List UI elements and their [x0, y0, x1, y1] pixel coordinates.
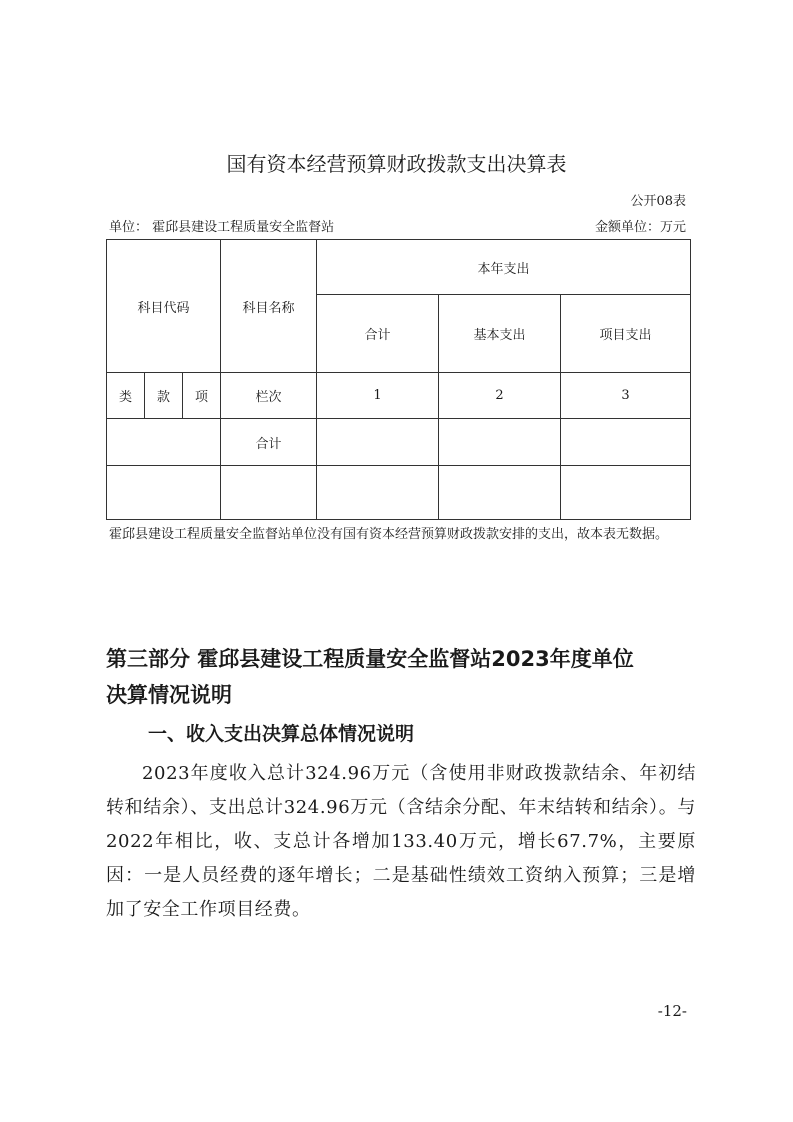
- form-code: 公开08表: [630, 194, 686, 209]
- column-index-label: 栏次: [221, 373, 317, 419]
- amount-unit-label: 金额单位：万元: [594, 220, 686, 235]
- table-note: 霍邱县建设工程质量安全监督站单位没有国有资本经营预算财政拨款安排的支出，故本表无数据。: [109, 527, 669, 542]
- table-title: 国有资本经营预算财政拨款支出决算表: [226, 152, 567, 176]
- header-total: 合计: [317, 295, 439, 373]
- section-title-line-1: 第三部分 霍邱县建设工程质量安全监督站2023年度单位: [106, 647, 634, 671]
- header-basic-expenditure: 基本支出: [439, 295, 561, 373]
- body-paragraph: 2023年度收入总计324.96万元（含使用非财政拨款结余、年初结转和结余）、支出总计324.96万元（含结余分配、年末结转和结余）。与2022年相比，收、支总计各增加133.40万元，增长67.7%，主要原因：一是人员经费的逐年增长；二是基础性绩效工资纳入预算；三是增加了安全工作项目经费。: [106, 763, 696, 920]
- column-index-3: 3: [561, 373, 691, 419]
- header-subject-code: 科目代码: [107, 240, 221, 373]
- code-class-cell: 类: [107, 373, 145, 419]
- header-project-expenditure: 项目支出: [561, 295, 691, 373]
- unit-label: 单位： 霍邱县建设工程质量安全监督站: [109, 220, 335, 235]
- empty-row-total-cell: [317, 466, 439, 520]
- code-item-cell: 项: [183, 373, 221, 419]
- code-section-cell: 款: [145, 373, 183, 419]
- page-number: -12-: [657, 1002, 687, 1020]
- column-index-1: 1: [317, 373, 439, 419]
- total-row-label: 合计: [221, 419, 317, 466]
- header-current-year-expenditure: 本年支出: [317, 240, 691, 295]
- budget-expenditure-table: [106, 239, 691, 520]
- subsection-title: 一、收入支出决算总体情况说明: [148, 723, 415, 745]
- column-index-2: 2: [439, 373, 561, 419]
- empty-row-name-cell: [221, 466, 317, 520]
- empty-row-basic-cell: [439, 466, 561, 520]
- empty-row-project-cell: [561, 466, 691, 520]
- total-row-project-cell: [561, 419, 691, 466]
- header-subject-name: 科目名称: [221, 240, 317, 373]
- total-row-basic-cell: [439, 419, 561, 466]
- total-row-total-cell: [317, 419, 439, 466]
- empty-row-code-cell: [107, 466, 221, 520]
- section-title-line-2: 决算情况说明: [106, 683, 232, 707]
- total-row-code-cell: [107, 419, 221, 466]
